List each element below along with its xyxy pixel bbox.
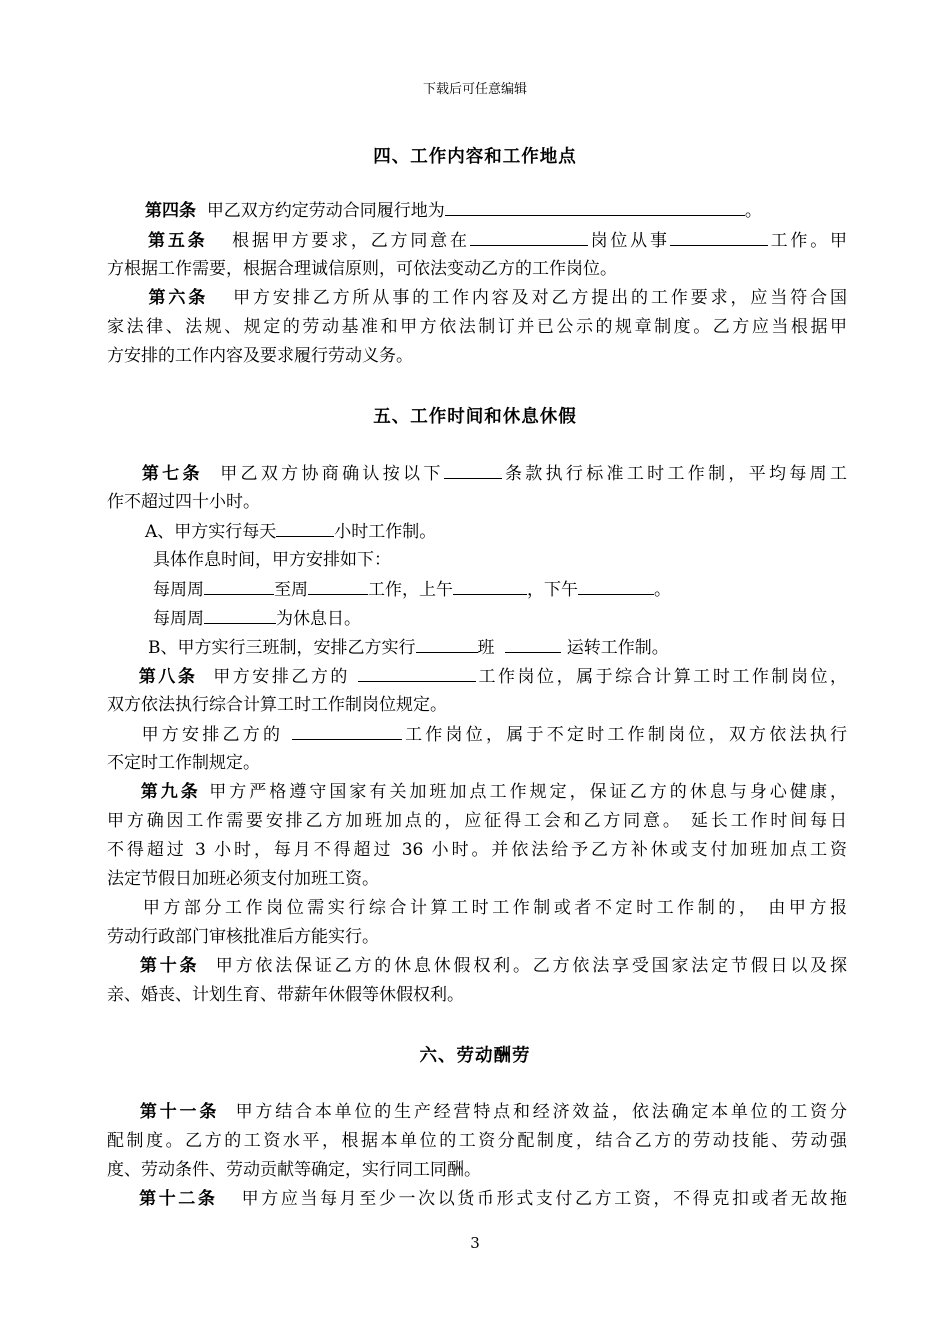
article-label: 第八条 [138,667,198,687]
article-11-line-3: 度、劳动条件、劳动贡献等确定，实行同工同酬。 [107,1160,481,1180]
article-label: 第十一条 [139,1102,220,1122]
blank-field[interactable] [416,635,478,653]
text: 甲方安排乙方的 [213,667,350,687]
blank-field[interactable] [670,228,768,246]
text: 甲乙双方约定劳动合同履行地为 [206,201,445,221]
text: 。 [654,580,671,600]
article-12-line-1 [107,1187,847,1211]
article-label: 第十二条 [139,1189,218,1209]
option-b-line [148,635,669,660]
text: 甲方应当每月至少一次以货币形式支付乙方工资，不得克扣或者无故拖 [241,1189,848,1209]
article-5-line-2: 方根据工作需要，根据合理诚信原则，可依法变动乙方的工作岗位。 [107,259,617,279]
section-heading-6: 六、劳动酬劳 [419,1046,531,1066]
article-11-line-1 [107,1100,847,1124]
article-5-line-1 [107,228,847,253]
text: 根据甲方要求，乙方同意在 [232,231,470,251]
blank-field[interactable] [292,722,402,740]
article-9-para-2-line-2: 劳动行政部门审核批准后方能实行。 [107,927,379,947]
text: 每周周 [153,580,204,600]
article-9-line-1 [107,780,847,804]
article-8-line-2: 双方依法执行综合计算工时工作制岗位规定。 [107,695,447,715]
article-4-line [145,198,762,223]
article-10-line-1 [107,954,847,978]
text: 甲乙双方协商确认按以下 [220,464,444,484]
article-11-line-2: 配制度。乙方的工资水平，根据本单位的工资分配制度，结合乙方的劳动技能、劳动强 [107,1131,847,1151]
text: 甲方部分工作岗位需实行综合计算工时工作制或者不定时工作制的， 由甲方报 [142,898,847,918]
article-6-line-3: 方安排的工作内容及要求履行劳动义务。 [107,346,413,366]
blank-field[interactable] [308,577,368,595]
blank-field[interactable] [453,577,527,595]
article-8-para-2-line-2: 不定时工作制规定。 [107,753,260,773]
article-9-para-2-line-1 [107,896,847,920]
article-9-line-3: 不得超过 3 小时，每月不得超过 36 小时。并依法给予乙方补休或支付加班加点工资 [107,840,847,860]
blank-field[interactable] [445,198,745,216]
text: 。 [744,201,762,221]
text: 运转工作制。 [566,638,669,658]
text: 工作岗位，属于不定时工作制岗位，双方依法执行 [401,725,847,745]
restday-line [153,606,361,631]
text: 甲方依法保证乙方的休息休假权利。乙方依法享受国家法定节假日以及探 [215,956,848,976]
text: ，下午 [527,580,578,600]
article-10-line-2: 亲、婚丧、计划生育、带薪年休假等休假权利。 [107,985,464,1005]
option-a-line [145,519,436,544]
article-6-line-2: 家法律、法规、规定的劳动基准和甲方依法制订并已公示的规章制度。乙方应当根据甲 [107,317,847,337]
article-8-para-2-line-1 [107,722,847,747]
text: 甲方安排乙方所从事的工作内容及对乙方提出的工作要求，应当符合国 [233,288,848,308]
schedule-intro: 具体作息时间，甲方安排如下： [153,550,391,570]
blank-field[interactable] [276,519,334,537]
article-6-line-1 [107,286,847,310]
blank-field[interactable] [470,228,588,246]
section-heading-4: 四、工作内容和工作地点 [373,147,577,167]
page-number: 3 [470,1234,480,1252]
text: 工作，上午 [368,580,453,600]
section-heading-5: 五、工作时间和休息休假 [373,407,577,427]
text: 条款执行标准工时工作制，平均每周工 [501,464,847,484]
article-7-line-2: 作不超过四十小时。 [107,492,260,512]
workday-line [153,577,671,602]
blank-field[interactable] [358,664,476,682]
text: 甲方严格遵守国家有关加班加点工作规定，保证乙方的休息与身心健康， [209,782,848,802]
text: B、甲方实行三班制，安排乙方实行 [148,638,416,658]
article-label: 第九条 [140,782,201,802]
text: A、甲方实行每天 [145,522,277,542]
article-9-line-2: 甲方确因工作需要安排乙方加班加点的，应征得工会和乙方同意。 延长工作时间每日 [107,811,847,831]
text: 甲方安排乙方的 [141,725,284,745]
text: 岗位从事 [587,231,670,251]
article-label: 第十条 [139,956,200,976]
article-label: 第七条 [141,464,203,484]
blank-field[interactable] [578,577,654,595]
text: 工作。甲 [767,231,848,251]
blank-field[interactable] [204,577,274,595]
article-label: 第六条 [148,288,209,308]
text: 小时工作制。 [334,522,437,542]
text: 甲方结合本单位的生产经营特点和经济效益，依法确定本单位的工资分 [235,1102,847,1122]
article-7-line-1 [107,461,847,486]
article-label: 第五条 [148,231,208,251]
text: 每周周 [153,609,204,629]
article-9-line-4: 法定节假日加班必须支付加班工资。 [107,869,379,889]
text: 班 [477,638,495,658]
blank-field[interactable] [204,606,276,624]
header-note: 下载后可任意编辑 [422,82,527,97]
blank-field[interactable] [444,461,502,479]
blank-field[interactable] [505,635,561,653]
text: 工作岗位，属于综合计算工时工作制岗位， [475,667,848,687]
text: 为休息日。 [276,609,361,629]
article-label: 第四条 [145,201,196,221]
article-8-line-1 [107,664,847,689]
text: 至周 [274,580,308,600]
